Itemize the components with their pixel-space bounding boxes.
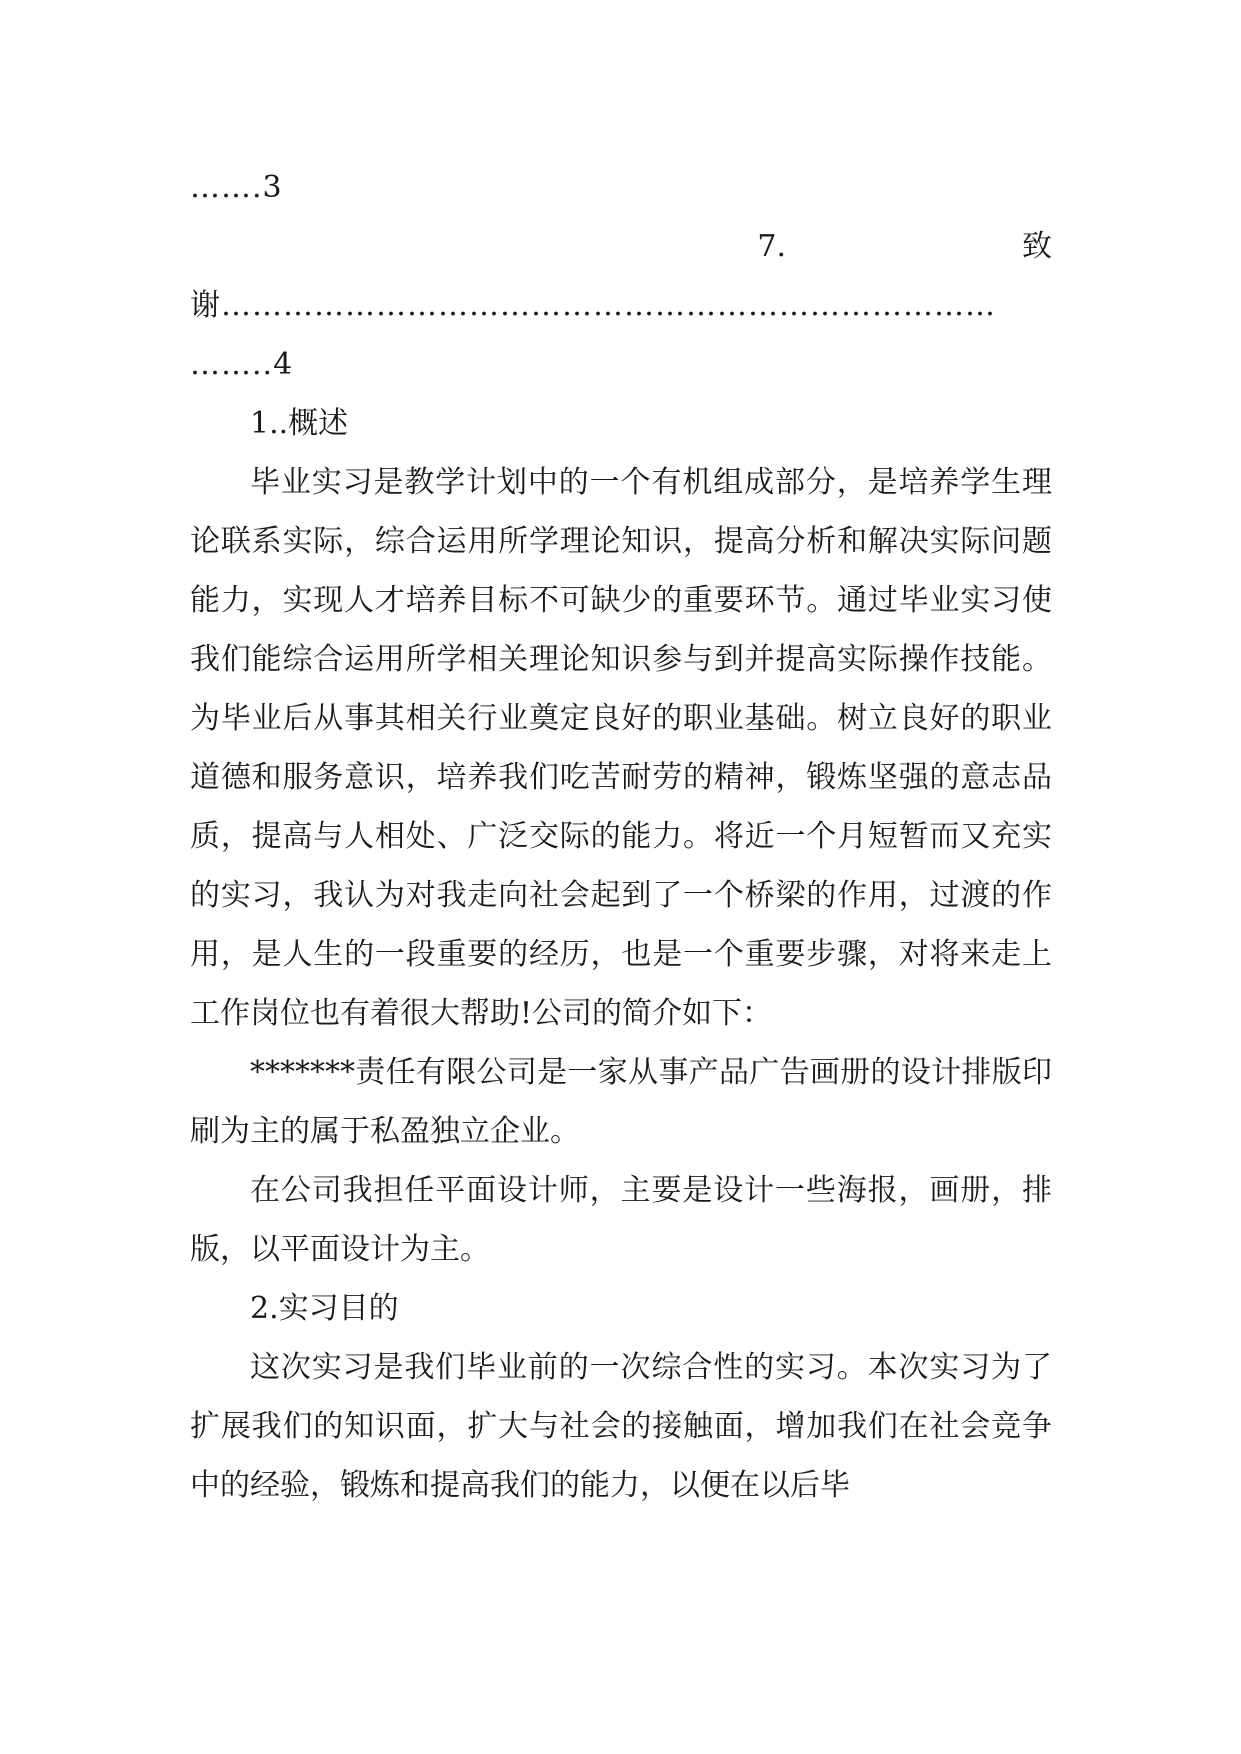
section-2-heading: 2.实习目的 — [250, 1291, 399, 1326]
section-1-paragraph-2: *******责任有限公司是一家从事产品广告画册的设计排版印刷为主的属于私盈独立企业。 — [190, 1055, 1052, 1149]
section-2-paragraph-1: 这次实习是我们毕业前的一次综合性的实习。本次实习为了扩展我们的知识面，扩大与社会的接触面，增加我们在社会竞争中的经验，锻炼和提高我们的能力，以便在以后毕 — [190, 1350, 1052, 1503]
toc-item-7-leader: 谢………………………………………………………………… — [190, 288, 996, 323]
section-1-heading: 1..概述 — [250, 406, 349, 441]
toc-item-7-page: ……..4 — [190, 347, 294, 382]
section-1-paragraph-3: 在公司我担任平面设计师，主要是设计一些海报，画册，排版，以平面设计为主。 — [190, 1173, 1052, 1267]
toc-leader-line: …….3 — [190, 170, 283, 205]
toc-item-7-char: 致 — [1022, 229, 1052, 264]
section-1-paragraph-1: 毕业实习是教学计划中的一个有机组成部分，是培养学生理论联系实际，综合运用所学理论知识，提高分析和解决实际问题能力，实现人才培养目标不可缺少的重要环节。通过毕业实习使我们能综合运用所学相关理论知识参与到并提高实际操作技能。为毕业后从事其相关行业奠定良好的职业基础。树立良好的职业道德和服务意识，培养我们吃苦耐劳的精神，锻炼坚强的意志品质，提高与人相处、广泛交际的能力。将近一个月短暂而又充实的实习，我认为对我走向社会起到了一个桥梁的作用，过渡的作用，是人生的一段重要的经历，也是一个重要步骤，对将来走上工作岗位也有着很大帮助!公司的简介如下： — [190, 465, 1052, 1031]
toc-item-7-heading — [190, 217, 1052, 276]
document-page — [190, 158, 1052, 1515]
toc-item-7-number: 7. — [757, 229, 786, 264]
